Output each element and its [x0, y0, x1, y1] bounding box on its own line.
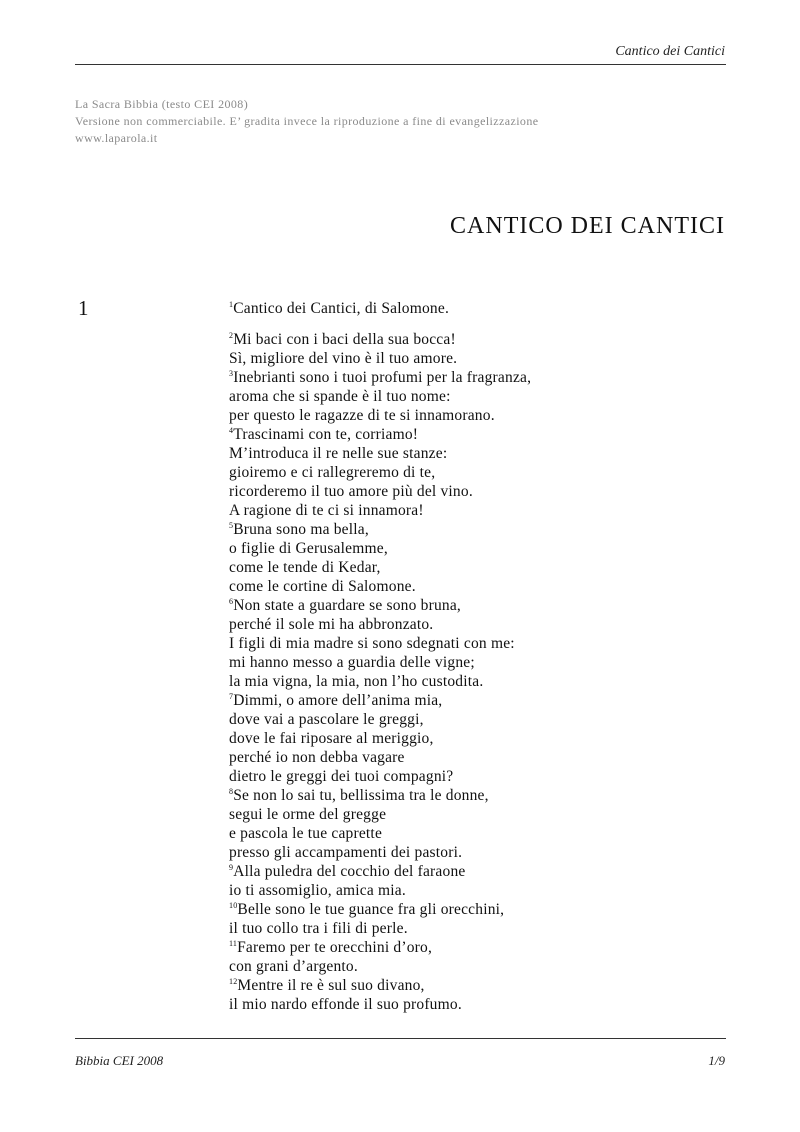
verse-number: 4	[229, 426, 234, 435]
verse-line	[229, 577, 679, 596]
source-line-title: La Sacra Bibbia (testo CEI 2008)	[75, 97, 249, 111]
verse-line	[229, 995, 679, 1014]
footer-divider	[75, 1038, 726, 1039]
verse-line	[229, 425, 679, 444]
verse-number: 1	[229, 300, 234, 309]
verse-text: Cantico dei Cantici, di Salomone.	[233, 300, 450, 317]
verse-text: presso gli accampamenti dei pastori.	[229, 844, 463, 861]
verse-text: M’introduca il re nelle sue stanze:	[229, 445, 448, 462]
verse-number: 6	[229, 597, 234, 606]
verse-line	[229, 299, 679, 318]
verse-text: aroma che si spande è il tuo nome:	[229, 388, 451, 405]
verse-line	[229, 368, 679, 387]
verse-line	[229, 862, 679, 881]
verse-text: io ti assomiglio, amica mia.	[229, 882, 406, 899]
verse-text: Inebrianti sono i tuoi profumi per la fragranza,	[233, 369, 532, 386]
verse-line	[229, 653, 679, 672]
verse-text: Trascinami con te, corriamo!	[233, 426, 419, 443]
verse-text: Mentre il re è sul suo divano,	[237, 977, 425, 994]
verse-text: la mia vigna, la mia, non l’ho custodita.	[229, 673, 484, 690]
verse-number: 8	[229, 787, 234, 796]
verse-line	[229, 539, 679, 558]
verse-line	[229, 786, 679, 805]
verse-text: Bruna sono ma bella,	[233, 521, 369, 538]
verse-text: Faremo per te orecchini d’oro,	[237, 939, 433, 956]
book-title: CANTICO DEI CANTICI	[450, 213, 725, 239]
verse-line	[229, 387, 679, 406]
verse-line	[229, 805, 679, 824]
verse-line	[229, 672, 679, 691]
verse-line	[229, 767, 679, 786]
verse-text: con grani d’argento.	[229, 958, 358, 975]
verse-number: 12	[229, 977, 238, 986]
verse-text: per questo le ragazze di te si innamorano.	[229, 407, 495, 424]
verse-line	[229, 349, 679, 368]
verse-text: il tuo collo tra i fili di perle.	[229, 920, 408, 937]
verse-text: Belle sono le tue guance fra gli orecchini,	[237, 901, 505, 918]
verse-text: Sì, migliore del vino è il tuo amore.	[229, 350, 458, 367]
footer-edition: Bibbia CEI 2008	[75, 1053, 164, 1068]
verse-text: come le tende di Kedar,	[229, 559, 381, 576]
verse-line	[229, 615, 679, 634]
verse-line	[229, 824, 679, 843]
verse-line	[229, 501, 679, 520]
verse-number: 5	[229, 521, 234, 530]
verse-line	[229, 900, 679, 919]
verse-text: come le cortine di Salomone.	[229, 578, 416, 595]
verse-text: il mio nardo effonde il suo profumo.	[229, 996, 462, 1013]
verse-text: perché il sole mi ha abbronzato.	[229, 616, 434, 633]
page-number: 1/9	[708, 1053, 725, 1068]
running-header-title: Cantico dei Cantici	[615, 44, 725, 59]
verse-line	[229, 748, 679, 767]
verse-line	[229, 881, 679, 900]
verse-text: segui le orme del gregge	[229, 806, 387, 823]
verse-text: Dimmi, o amore dell’anima mia,	[233, 692, 443, 709]
verse-text: e pascola le tue caprette	[229, 825, 383, 842]
verse-text: perché io non debba vagare	[229, 749, 405, 766]
source-line-website: www.laparola.it	[75, 131, 158, 145]
verse-text: mi hanno messo a guardia delle vigne;	[229, 654, 475, 671]
verse-line	[229, 976, 679, 995]
source-note	[75, 96, 538, 147]
verse-line	[229, 710, 679, 729]
verse-line	[229, 634, 679, 653]
verse-text: dove le fai riposare al meriggio,	[229, 730, 434, 747]
verse-text: o figlie di Gerusalemme,	[229, 540, 388, 557]
verse-text: ricorderemo il tuo amore più del vino.	[229, 483, 473, 500]
verse-text: gioiremo e ci rallegreremo di te,	[229, 464, 436, 481]
verse-number: 2	[229, 331, 234, 340]
verse-text: Mi baci con i baci della sua bocca!	[233, 331, 456, 348]
verse-line	[229, 463, 679, 482]
verse-line	[229, 482, 679, 501]
source-line-license: Versione non commerciabile. E’ gradita invece la riproduzione a fine di evangelizzazione	[75, 114, 539, 128]
verse-line	[229, 330, 679, 349]
verse-number: 9	[229, 863, 234, 872]
verse-line	[229, 444, 679, 463]
verse-number: 11	[229, 939, 238, 948]
verse-line	[229, 843, 679, 862]
verse-text: dietro le greggi dei tuoi compagni?	[229, 768, 454, 785]
verse-text: Alla puledra del cocchio del faraone	[233, 863, 466, 880]
verse-number: 3	[229, 369, 234, 378]
header-divider	[75, 64, 726, 65]
verse-text: I figli di mia madre si sono sdegnati con me:	[229, 635, 515, 652]
verse-text: dove vai a pascolare le greggi,	[229, 711, 424, 728]
verse-line	[229, 558, 679, 577]
verse-line	[229, 938, 679, 957]
verse-text-block	[229, 299, 679, 1014]
verse-line	[229, 729, 679, 748]
verse-line	[229, 406, 679, 425]
verse-line	[229, 919, 679, 938]
verse-line	[229, 957, 679, 976]
chapter-number: 1	[78, 296, 89, 320]
verse-line	[229, 596, 679, 615]
verse-text: Se non lo sai tu, bellissima tra le donne,	[233, 787, 489, 804]
verse-text: Non state a guardare se sono bruna,	[233, 597, 462, 614]
verse-number: 10	[229, 901, 238, 910]
verse-number: 7	[229, 692, 234, 701]
verse-text: A ragione di te ci si innamora!	[229, 502, 424, 519]
verse-line	[229, 520, 679, 539]
verse-line	[229, 691, 679, 710]
